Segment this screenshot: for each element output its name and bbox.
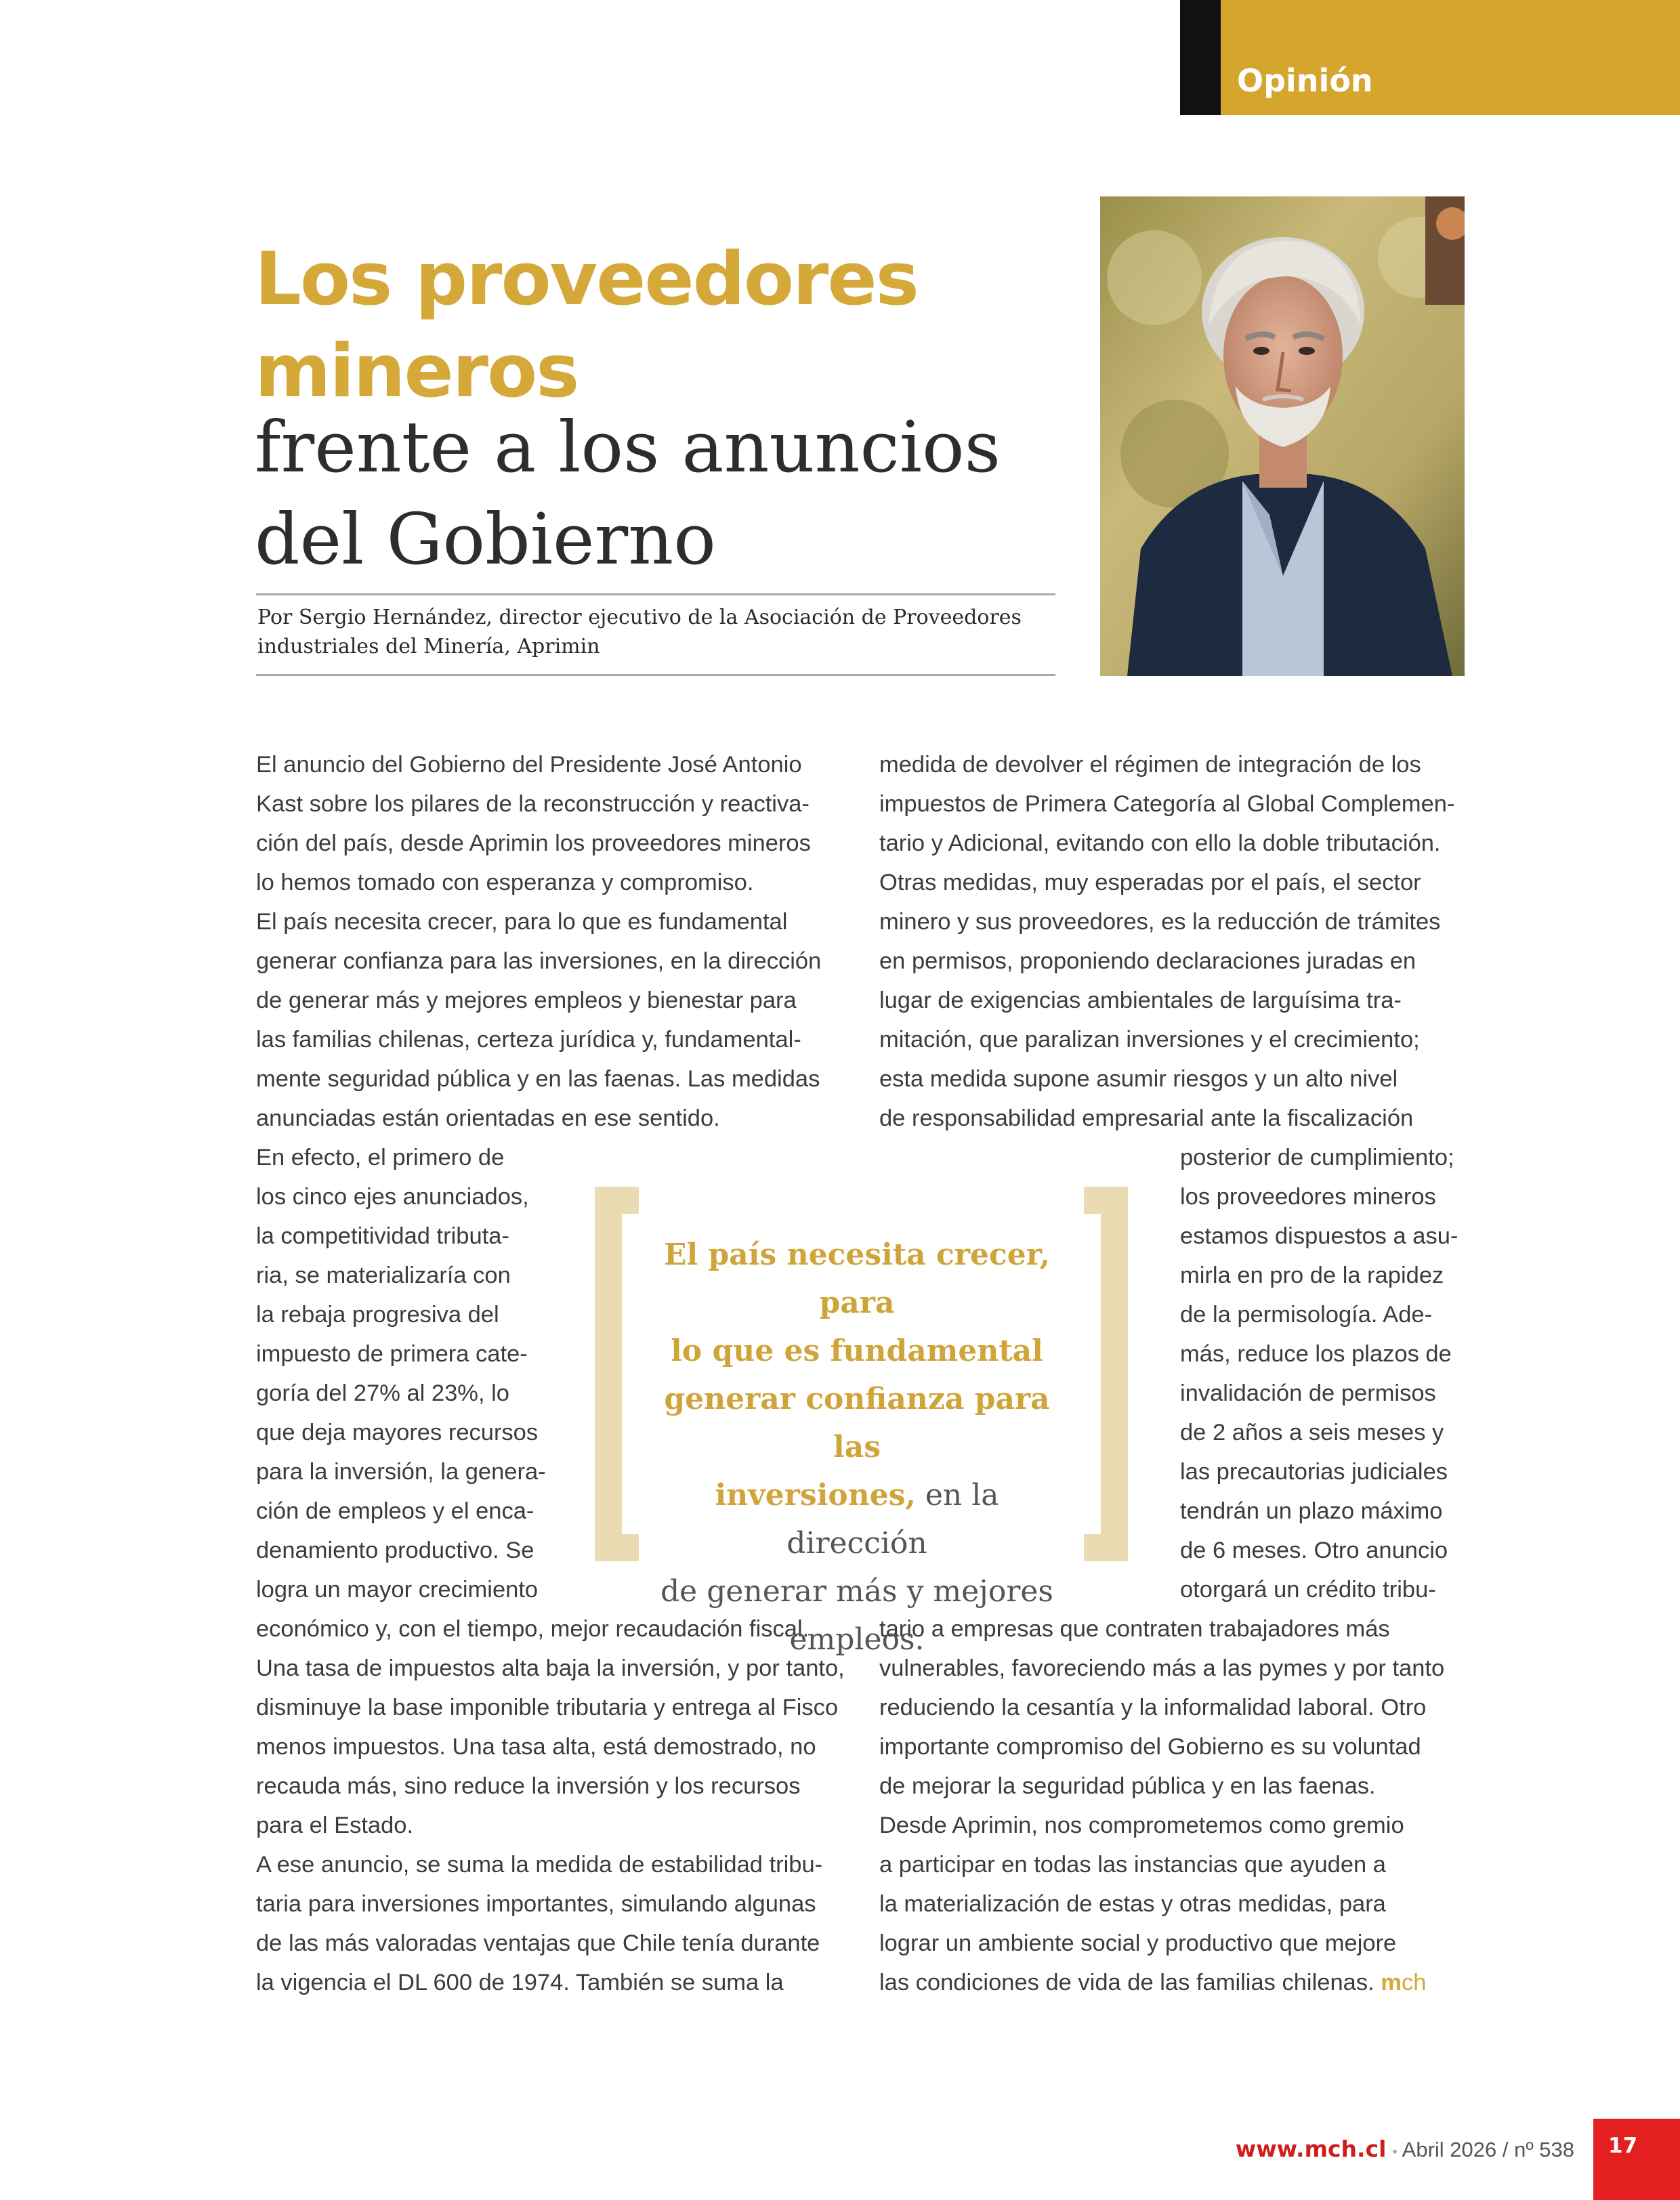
body-line: la rebaja progresiva del [256, 1302, 499, 1328]
body-line: la materialización de estas y otras medidas, para [879, 1891, 1386, 1917]
body-line: impuestos de Primera Categoría al Global Complemen- [879, 791, 1455, 817]
body-line: a participar en todas las instancias que ayuden a [879, 1852, 1386, 1878]
section-label: Opinión [1237, 62, 1373, 99]
body-line: mente seguridad pública y en las faenas. Las medidas [256, 1066, 820, 1092]
body-line: de mejorar la seguridad pública y en las faenas. [879, 1773, 1376, 1799]
body-line: En efecto, el primero de [256, 1145, 505, 1170]
body-line: lugar de exigencias ambientales de larguísima tra- [879, 988, 1402, 1013]
page-number: 17 [1608, 2134, 1638, 2158]
body-line: para la inversión, la genera- [256, 1459, 546, 1485]
headline-subtitle-line: del Gobierno [255, 498, 716, 580]
body-line: de 6 meses. Otro anuncio [1180, 1538, 1448, 1563]
body-line: de las más valoradas ventajas que Chile tenía durante [256, 1930, 820, 1956]
body-line: lo hemos tomado con esperanza y compromiso. [256, 870, 754, 895]
body-line: las precautorias judiciales [1180, 1459, 1448, 1485]
body-line: ción del país, desde Aprimin los proveedores mineros [256, 830, 811, 856]
body-line: esta medida supone asumir riesgos y un alto nivel [879, 1066, 1398, 1092]
body-line: goría del 27% al 23%, lo [256, 1380, 509, 1406]
body-line-text: las condiciones de vida de las familias chilenas. [879, 1970, 1374, 1995]
page-number-box [1593, 2119, 1680, 2200]
pull-quote-highlight-fragment: inversiones, [715, 1478, 916, 1512]
body-line: más, reduce los plazos de [1180, 1341, 1452, 1367]
byline [257, 603, 1070, 661]
author-portrait [1100, 196, 1465, 676]
byline-line: industriales del Minería, Aprimin [257, 635, 600, 658]
article-column-right-narrow [1180, 1138, 1458, 1609]
headline-bold-line: mineros [255, 329, 579, 414]
footer-issue: Abril 2026 / nº 538 [1402, 2138, 1574, 2161]
body-line: invalidación de permisos [1180, 1380, 1436, 1406]
mch-signature-ch: ch [1401, 1970, 1427, 1995]
byline-top-rule [256, 593, 1055, 595]
body-line: A ese anuncio, se suma la medida de estabilidad tribu- [256, 1852, 823, 1878]
body-line: vulnerables, favoreciendo más a las pymes y por tanto [879, 1655, 1445, 1681]
headline-subtitle-line: frente a los anuncios [255, 406, 1001, 488]
body-line: Desde Aprimin, nos comprometemos como gremio [879, 1813, 1404, 1838]
pull-quote-bracket-right [1084, 1187, 1128, 1561]
body-line: lograr un ambiente social y productivo que mejore [879, 1930, 1397, 1956]
body-line: de la permisología. Ade- [1180, 1302, 1433, 1328]
body-line: minero y sus proveedores, es la reducción de trámites [879, 909, 1441, 935]
pull-quote [644, 1231, 1070, 1664]
body-line: para el Estado. [256, 1813, 414, 1838]
body-line: posterior de cumplimiento; [1180, 1145, 1454, 1170]
body-line: la competitividad tributa- [256, 1223, 509, 1249]
body-line: en permisos, proponiendo declaraciones juradas en [879, 948, 1416, 974]
body-line: denamiento productivo. Se [256, 1538, 534, 1563]
body-line: generar confianza para las inversiones, en la dirección [256, 948, 822, 974]
body-line: disminuye la base imponible tributaria y entrega al Fisco [256, 1695, 839, 1720]
body-line: ria, se materializaría con [256, 1263, 511, 1288]
body-line: de responsabilidad empresarial ante la fiscalización [879, 1105, 1414, 1131]
body-line: medida de devolver el régimen de integración de los [879, 752, 1421, 778]
body-line: recauda más, sino reduce la inversión y los recursos [256, 1773, 801, 1799]
body-line: importante compromiso del Gobierno es su voluntad [879, 1734, 1421, 1760]
body-line: Otras medidas, muy esperadas por el país, el sector [879, 870, 1421, 895]
body-line: reduciendo la cesantía y la informalidad laboral. Otro [879, 1695, 1427, 1720]
body-line: ción de empleos y el enca- [256, 1498, 534, 1524]
pull-quote-line: empleos. [789, 1622, 925, 1657]
headline-bold [255, 234, 918, 418]
body-line: los proveedores mineros [1180, 1184, 1436, 1210]
page-footer [1236, 2136, 1574, 2162]
body-last-line [879, 1963, 1444, 2002]
body-line: El país necesita crecer, para lo que es fundamental [256, 909, 788, 935]
article-column-right-bottom [879, 1609, 1444, 2002]
body-line: estamos dispuestos a asu- [1180, 1223, 1458, 1249]
headline-bold-line: Los proveedores [255, 237, 918, 322]
body-line: logra un mayor crecimiento [256, 1577, 539, 1603]
pull-quote-fragment: en la dirección [786, 1478, 999, 1561]
body-line: taria para inversiones importantes, simulando algunas [256, 1891, 816, 1917]
body-line: mitación, que paralizan inversiones y el crecimiento; [879, 1027, 1420, 1053]
pull-quote-line: de generar más y mejores [660, 1574, 1053, 1609]
pull-quote-bracket-left [595, 1187, 639, 1561]
body-line: de generar más y mejores empleos y bienestar para [256, 988, 797, 1013]
body-line: otorgará un crédito tribu- [1180, 1577, 1436, 1603]
body-line: mirla en pro de la rapidez [1180, 1263, 1444, 1288]
pull-quote-highlight-line: generar confianza para las [664, 1382, 1050, 1464]
pull-quote-highlight-line: El país necesita crecer, para [663, 1238, 1051, 1320]
headline-subtitle [255, 401, 1001, 585]
footer-separator: • [1392, 2143, 1398, 2160]
body-line: tendrán un plazo máximo [1180, 1498, 1443, 1524]
body-line: la vigencia el DL 600 de 1974. También se suma la [256, 1970, 784, 1995]
article-column-right-top [879, 745, 1454, 1138]
pull-quote-mixed-line [644, 1471, 1070, 1567]
body-line: que deja mayores recursos [256, 1420, 539, 1445]
byline-line: Por Sergio Hernández, director ejecutivo de la Asociación de Proveedores [257, 606, 1022, 629]
body-line: Una tasa de impuestos alta baja la inversión, y por tanto, [256, 1655, 845, 1681]
body-line: Kast sobre los pilares de la reconstrucción y reactiva- [256, 791, 810, 817]
mch-signature-m: m [1381, 1970, 1402, 1995]
body-line: anunciadas están orientadas en ese sentido. [256, 1105, 720, 1131]
body-line: los cinco ejes anunciados, [256, 1184, 529, 1210]
body-line: económico y, con el tiempo, mejor recaudación fiscal. [256, 1616, 810, 1642]
body-line: tario y Adicional, evitando con ello la doble tributación. [879, 830, 1441, 856]
section-tab-marker [1180, 0, 1221, 115]
body-line: las familias chilenas, certeza jurídica y, fundamental- [256, 1027, 801, 1053]
body-line: impuesto de primera cate- [256, 1341, 528, 1367]
body-line: tario a empresas que contraten trabajadores más [879, 1616, 1390, 1642]
footer-url-link[interactable]: www.mch.cl [1235, 2136, 1387, 2162]
byline-bottom-rule [256, 674, 1055, 676]
pull-quote-highlight-line: lo que es fundamental [671, 1334, 1043, 1368]
body-line: menos impuestos. Una tasa alta, está demostrado, no [256, 1734, 816, 1760]
body-line: de 2 años a seis meses y [1180, 1420, 1444, 1445]
body-line: El anuncio del Gobierno del Presidente José Antonio [256, 752, 802, 778]
